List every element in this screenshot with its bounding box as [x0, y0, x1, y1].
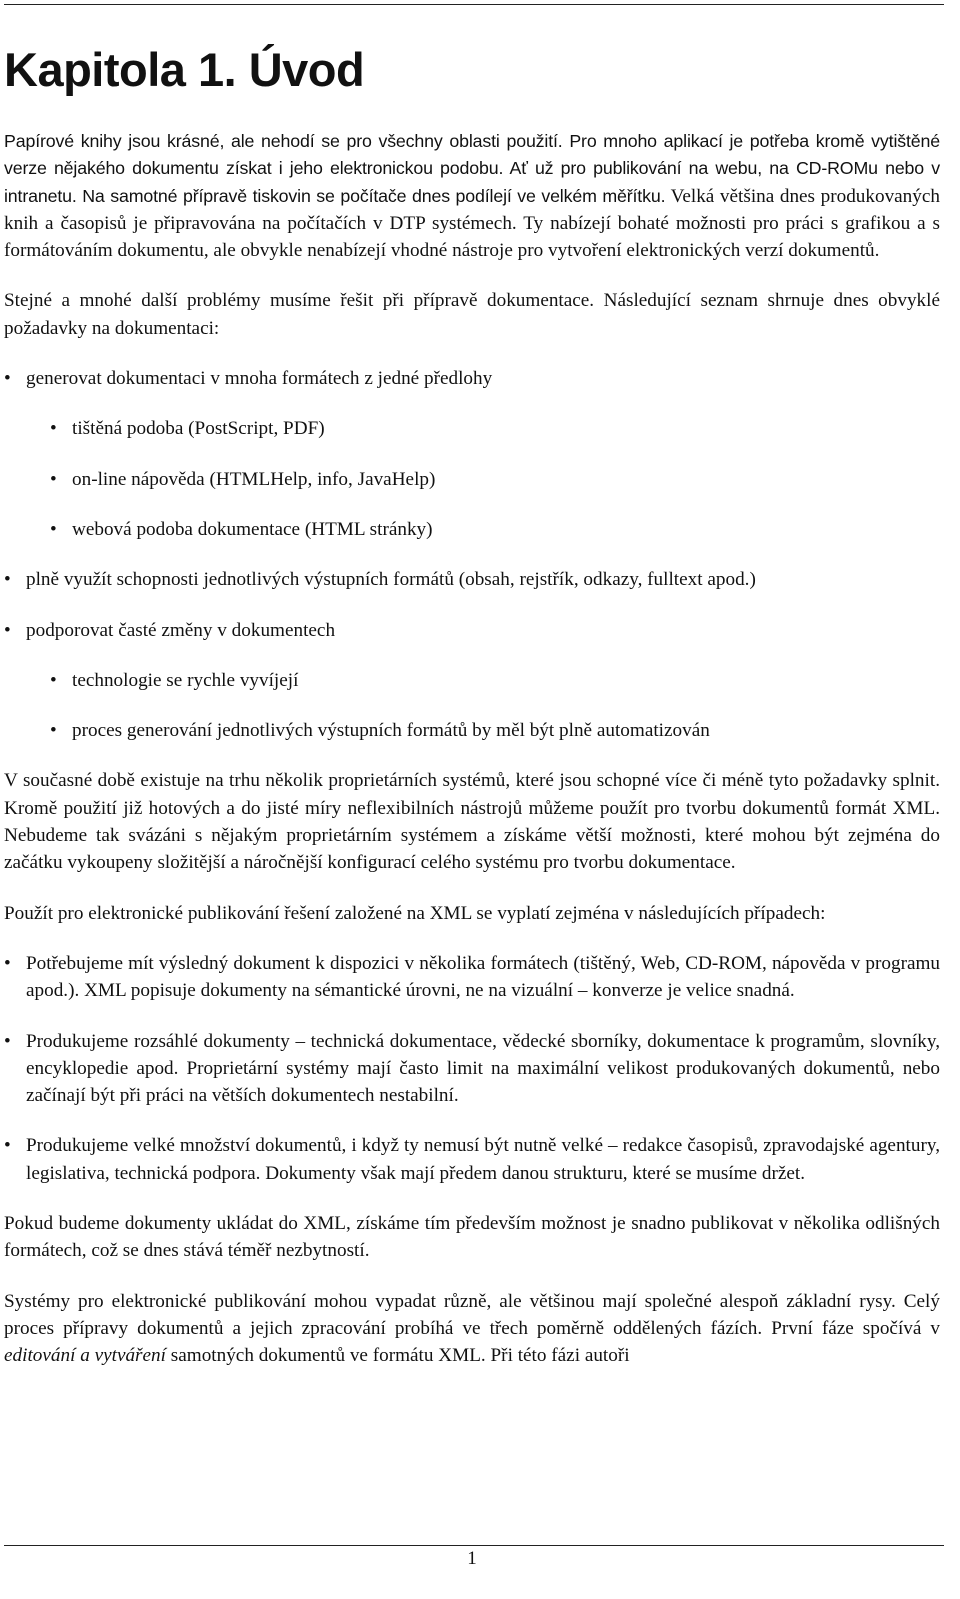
page-number: 1: [467, 1548, 477, 1569]
xml-benefit-paragraph: Pokud budeme dokumenty ukládat do XML, získáme tím především možnost je snadno publikovat v několika odlišných formátech, což se dnes stává téměř nezbytností.: [4, 1213, 940, 1262]
bullet-icon: •: [50, 418, 57, 440]
use-cases-intro-paragraph: Použít pro elektronické publikování řešení založené na XML se vyplatí zejména v následujících případech:: [4, 902, 826, 924]
requirement-item: [4, 566, 940, 593]
bullet-icon: •: [4, 368, 11, 390]
publishing-systems-paragraph: [4, 1288, 940, 1370]
requirements-intro-paragraph: Stejné a mnohé další problémy musíme řešit při přípravě dokumentace. Následující seznam shrnuje dnes obvyklé požadavky na dokumentaci:: [4, 290, 940, 339]
bullet-icon: •: [50, 669, 57, 691]
requirement-item: [4, 617, 940, 745]
requirement-subitem-text: tištěná podoba (PostScript, PDF): [72, 418, 325, 440]
requirement-subitem-text: technologie se rychle vyvíjejí: [72, 669, 299, 691]
chapter-title: Kapitola 1. Úvod: [4, 43, 365, 96]
requirement-subitem-text: webová podoba dokumentace (HTML stránky): [72, 518, 433, 540]
bullet-icon: •: [4, 619, 11, 641]
bullet-icon: •: [4, 569, 11, 591]
requirement-text: podporovat časté změny v dokumentech: [26, 619, 336, 641]
use-case-text: Produkujeme rozsáhlé dokumenty – technická dokumentace, vědecké sborníky, dokumentace k programům, slovníky, encyklopedie apod. Proprietární systémy mají často limit na maximální velikost produkovaných dokumentů, nebo začínají být při práci na větších dokumentech nestabilní.: [26, 1030, 940, 1107]
bullet-icon: •: [4, 952, 11, 974]
use-case-text: Produkujeme velké množství dokumentů, i když ty nemusí být nutně velké – redakce časopisů, zpravodajské agentury, legislativa, technická podpora. Dokumenty však mají předem danou strukturu, které se musíme držet.: [26, 1135, 940, 1184]
intro-text-part2: Velká většina dnes produkovaných knih a časopisů je připravována na počítačích v DTP systémech.: [4, 185, 940, 234]
use-case-text: Potřebujeme mít výsledný dokument k dispozici v několika formátech (tištěný, Web, CD-ROM, nápověda v programu apod.). XML popisuje dokumenty na sémantické úrovni, ne na vizuální – konverze je velice snadná.: [26, 952, 940, 1002]
bullet-icon: •: [4, 1030, 11, 1052]
bullet-icon: •: [50, 518, 57, 540]
requirement-subitem: [26, 516, 940, 543]
bullet-icon: •: [50, 720, 57, 742]
bullet-icon: •: [4, 1135, 11, 1157]
requirements-list: [4, 365, 940, 744]
requirement-subitem: [26, 667, 940, 694]
use-case-item: [4, 1132, 940, 1187]
publishing-text-start: Systémy pro elektronické publikování mohou vypadat různě, ale většinou mají společné alespoň základní rysy. Celý proces přípravy dokumentů a jejich zpracování probíhá ve třech poměrně oddělených fázích. První fáze spočívá v: [4, 1290, 940, 1339]
publishing-text-end: samotných dokumentů ve formátu XML. Při této fázi autoři: [165, 1345, 630, 1367]
requirement-text: plně využít schopnosti jednotlivých výstupních formátů (obsah, rejstřík, odkazy, fulltext apod.): [26, 569, 756, 591]
bullet-icon: •: [50, 468, 57, 490]
market-paragraph: V současné době existuje na trhu několik proprietárních systémů, které jsou schopné více či méně tyto požadavky splnit. Kromě použití již hotových a do jisté míry neflexibilních nástrojů můžeme použít pro tvorbu dokumentů formát XML. Nebudeme tak svázáni s nějakým proprietárním systémem a získáme větší možnosti, které mohou být zejména do začátku vykoupeny složitější a náročnější konfigurací celého systému pro tvorbu dokumentace.: [4, 770, 940, 874]
requirement-sublist: [26, 415, 940, 543]
requirement-text: generovat dokumentaci v mnoha formátech z jedné předlohy: [26, 368, 493, 390]
intro-paragraph: [4, 128, 940, 264]
use-case-item: [4, 950, 940, 1005]
requirement-subitem: [26, 415, 940, 442]
requirement-subitem: [26, 466, 940, 493]
requirement-subitem-text: proces generování jednotlivých výstupních formátů by měl být plně automatizován: [72, 720, 710, 742]
intro-text-part3: Ty nabízejí bohaté možnosti pro práci s grafikou a s formátováním dokumentu, ale obvykle nenabízejí vhodné nástroje pro vytvoření elektronických verzí dokumentů.: [4, 212, 941, 262]
requirement-subitem-text: on-line nápověda (HTMLHelp, info, JavaHelp): [72, 468, 436, 490]
top-rule: [4, 4, 944, 5]
requirement-sublist: [26, 667, 940, 745]
requirement-item: [4, 365, 940, 543]
chapter-body: [4, 128, 940, 1393]
use-cases-list: [4, 950, 940, 1187]
intro-text-part1: Papírové knihy jsou krásné, ale nehodí se pro všechny oblasti použití. Pro mnoho aplikací je potřeba kromě vytištěné verze nějakého dokumentu získat i jeho elektronickou podobu. Ať už pro publikování na webu, na CD-ROMu nebo v intranetu. Na samotné přípravě tiskovin se počítače dnes podílejí ve velkém měřítku.: [4, 131, 940, 206]
publishing-text-emphasis: editování a vytváření: [4, 1345, 166, 1367]
footer-rule: [4, 1545, 944, 1546]
use-case-item: [4, 1028, 940, 1110]
requirement-subitem: [26, 717, 940, 744]
